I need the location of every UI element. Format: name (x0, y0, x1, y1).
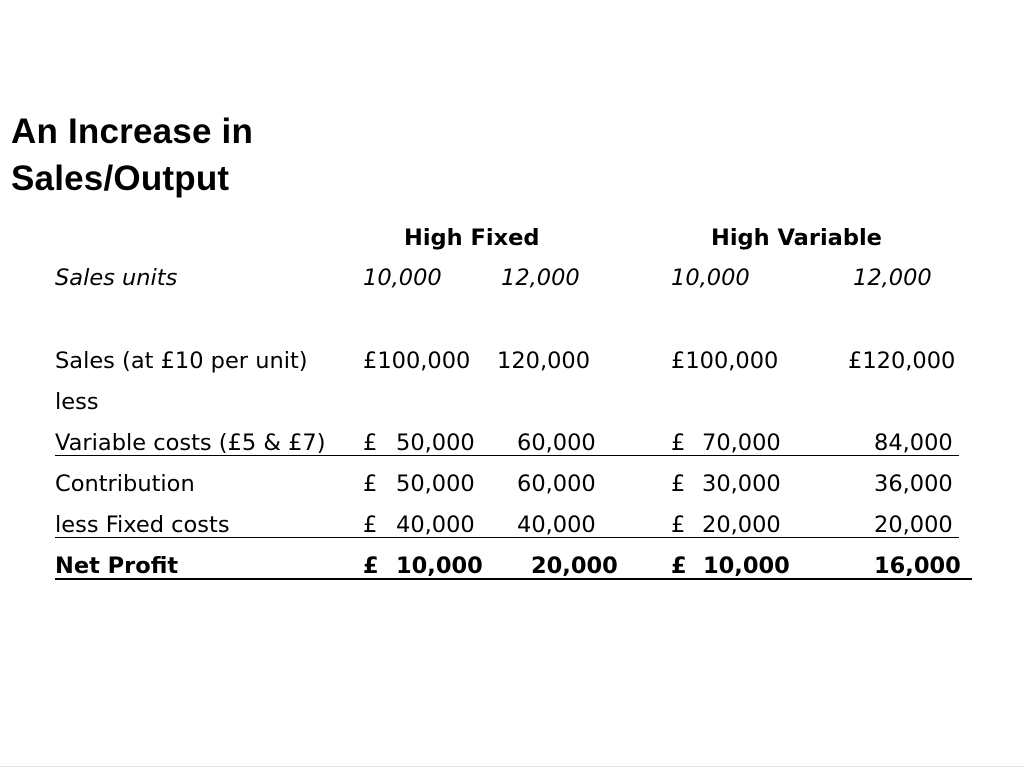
fixed-costs-high-variable-2: 20,000 (874, 512, 953, 538)
sales-high-fixed-1: £100,000 (363, 348, 471, 374)
sales-units-high-fixed-2: 12,000 (501, 265, 580, 291)
sales-units-label: Sales units (55, 265, 178, 291)
fixed-costs-high-variable-currency: £ (671, 512, 686, 538)
fixed-costs-label: less Fixed costs (55, 512, 230, 538)
variable-costs-high-fixed-1: 50,000 (396, 430, 475, 456)
slide-title-line-2: Sales/Output (11, 159, 230, 198)
fixed-costs-underline (55, 537, 959, 538)
contribution-high-fixed-currency: £ (363, 471, 378, 497)
variable-costs-high-variable-currency: £ (671, 430, 686, 456)
slide-title (11, 108, 253, 202)
sales-high-variable-1: £100,000 (671, 348, 779, 374)
fixed-costs-high-fixed-2: 40,000 (517, 512, 596, 538)
net-profit-high-variable-2: 16,000 (874, 553, 961, 579)
sales-units-high-variable-2: 12,000 (853, 265, 932, 291)
sales-high-fixed-2: 120,000 (497, 348, 591, 374)
slide-bottom-border (0, 766, 1024, 767)
header-high-fixed: High Fixed (404, 225, 540, 251)
fixed-costs-high-fixed-currency: £ (363, 512, 378, 538)
variable-costs-label: Variable costs (£5 & £7) (55, 430, 326, 456)
header-high-variable: High Variable (711, 225, 882, 251)
slide-title-line-1: An Increase in (11, 112, 254, 151)
variable-costs-high-fixed-currency: £ (363, 430, 378, 456)
sales-units-high-fixed-1: 10,000 (363, 265, 442, 291)
net-profit-high-fixed-2: 20,000 (531, 553, 618, 579)
contribution-high-variable-1: 30,000 (702, 471, 781, 497)
contribution-high-variable-2: 36,000 (874, 471, 953, 497)
less-label: less (55, 389, 99, 415)
net-profit-high-variable-currency: £ (671, 553, 687, 579)
net-profit-high-fixed-1: 10,000 (396, 553, 483, 579)
sales-label: Sales (at £10 per unit) (55, 348, 308, 374)
variable-costs-high-variable-2: 84,000 (874, 430, 953, 456)
net-profit-label: Net Profit (55, 553, 179, 579)
fixed-costs-high-variable-1: 20,000 (702, 512, 781, 538)
variable-costs-high-variable-1: 70,000 (702, 430, 781, 456)
fixed-costs-high-fixed-1: 40,000 (396, 512, 475, 538)
net-profit-high-fixed-currency: £ (363, 553, 379, 579)
contribution-high-fixed-2: 60,000 (517, 471, 596, 497)
variable-costs-underline (55, 455, 959, 456)
sales-units-high-variable-1: 10,000 (671, 265, 750, 291)
net-profit-underline (55, 578, 972, 580)
contribution-high-variable-currency: £ (671, 471, 686, 497)
variable-costs-high-fixed-2: 60,000 (517, 430, 596, 456)
net-profit-high-variable-1: 10,000 (703, 553, 790, 579)
contribution-high-fixed-1: 50,000 (396, 471, 475, 497)
sales-high-variable-2: £120,000 (848, 348, 956, 374)
contribution-label: Contribution (55, 471, 195, 497)
